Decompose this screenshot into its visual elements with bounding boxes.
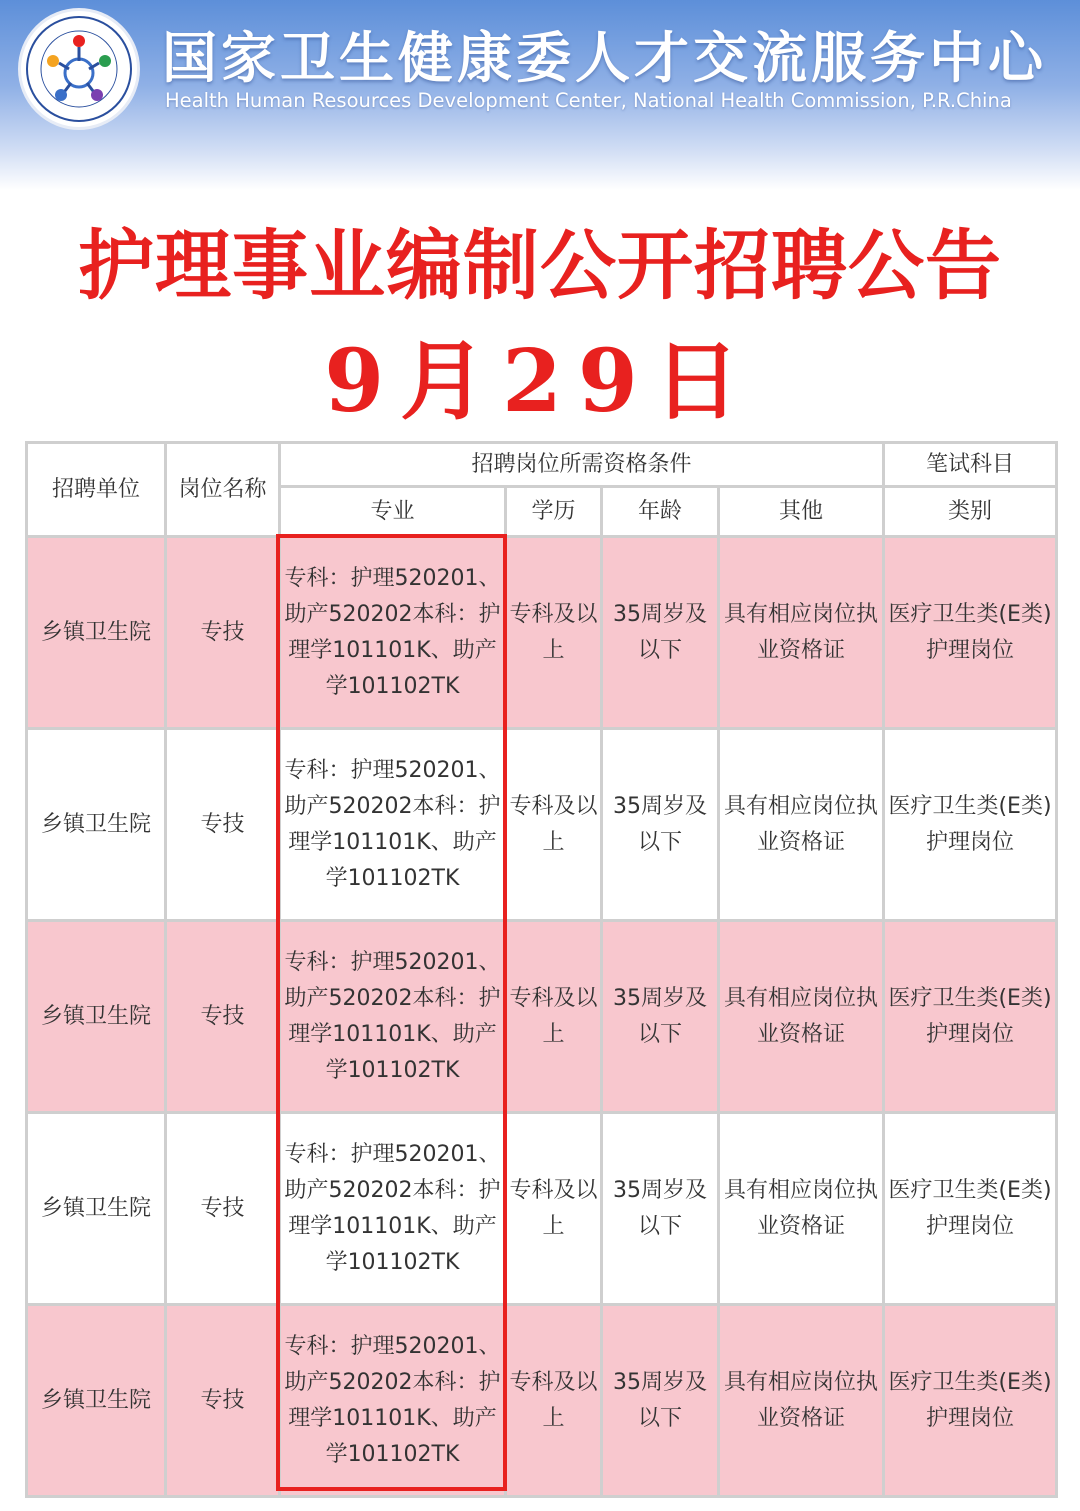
cell-other: 具有相应岗位执业资格证: [719, 1113, 884, 1305]
cell-position: 专技: [166, 537, 280, 729]
recruitment-table: [25, 441, 1058, 1498]
header-unit: 招聘单位: [27, 443, 166, 537]
cell-unit: 乡镇卫生院: [27, 1113, 166, 1305]
header-education: 学历: [506, 487, 602, 537]
table-row: [27, 921, 1057, 1113]
header-exam-subject: 笔试科目: [884, 443, 1057, 487]
cell-category: 医疗卫生类(E类)护理岗位: [884, 1305, 1057, 1497]
cell-education: 专科及以上: [506, 537, 602, 729]
cell-position: 专技: [166, 1305, 280, 1497]
header-position: 岗位名称: [166, 443, 280, 537]
org-name-cn: 国家卫生健康委人才交流服务中心: [162, 26, 1048, 90]
cell-age: 35周岁及以下: [602, 1305, 719, 1497]
cell-age: 35周岁及以下: [602, 1113, 719, 1305]
header-category: 类别: [884, 487, 1057, 537]
cell-education: 专科及以上: [506, 1305, 602, 1497]
cell-education: 专科及以上: [506, 921, 602, 1113]
cell-unit: 乡镇卫生院: [27, 1305, 166, 1497]
cell-category: 医疗卫生类(E类)护理岗位: [884, 729, 1057, 921]
cell-category: 医疗卫生类(E类)护理岗位: [884, 537, 1057, 729]
cell-age: 35周岁及以下: [602, 921, 719, 1113]
page-header: [0, 0, 1080, 190]
cell-other: 具有相应岗位执业资格证: [719, 729, 884, 921]
cell-position: 专技: [166, 1113, 280, 1305]
announcement-date: 9月29日: [324, 331, 756, 432]
cell-education: 专科及以上: [506, 1113, 602, 1305]
table-row: [27, 1305, 1057, 1497]
cell-major: 专科：护理520201、助产520202本科：护理学101101K、助产学101102TK: [280, 1113, 506, 1305]
cell-major: 专科：护理520201、助产520202本科：护理学101101K、助产学101102TK: [280, 1305, 506, 1497]
table-row: [27, 1113, 1057, 1305]
table-row: [27, 537, 1057, 729]
cell-other: 具有相应岗位执业资格证: [719, 921, 884, 1113]
table-row: [27, 729, 1057, 921]
header-age: 年龄: [602, 487, 719, 537]
header-requirements: 招聘岗位所需资格条件: [280, 443, 884, 487]
cell-other: 具有相应岗位执业资格证: [719, 1305, 884, 1497]
org-name-en: Health Human Resources Development Center, National Health Commission, P.R.China: [165, 89, 1012, 112]
cell-major: 专科：护理520201、助产520202本科：护理学101101K、助产学101102TK: [280, 921, 506, 1113]
cell-age: 35周岁及以下: [602, 729, 719, 921]
page-title: 护理事业编制公开招聘公告: [78, 221, 1002, 310]
cell-other: 具有相应岗位执业资格证: [719, 537, 884, 729]
cell-unit: 乡镇卫生院: [27, 921, 166, 1113]
cell-major: 专科：护理520201、助产520202本科：护理学101101K、助产学101102TK: [280, 537, 506, 729]
cell-major: 专科：护理520201、助产520202本科：护理学101101K、助产学101102TK: [280, 729, 506, 921]
cell-position: 专技: [166, 729, 280, 921]
star-people-logo-icon: [21, 11, 137, 127]
logo: [18, 8, 140, 130]
cell-position: 专技: [166, 921, 280, 1113]
cell-category: 医疗卫生类(E类)护理岗位: [884, 921, 1057, 1113]
cell-education: 专科及以上: [506, 729, 602, 921]
header-other: 其他: [719, 487, 884, 537]
cell-age: 35周岁及以下: [602, 537, 719, 729]
cell-category: 医疗卫生类(E类)护理岗位: [884, 1113, 1057, 1305]
cell-unit: 乡镇卫生院: [27, 729, 166, 921]
header-major: 专业: [280, 487, 506, 537]
cell-unit: 乡镇卫生院: [27, 537, 166, 729]
